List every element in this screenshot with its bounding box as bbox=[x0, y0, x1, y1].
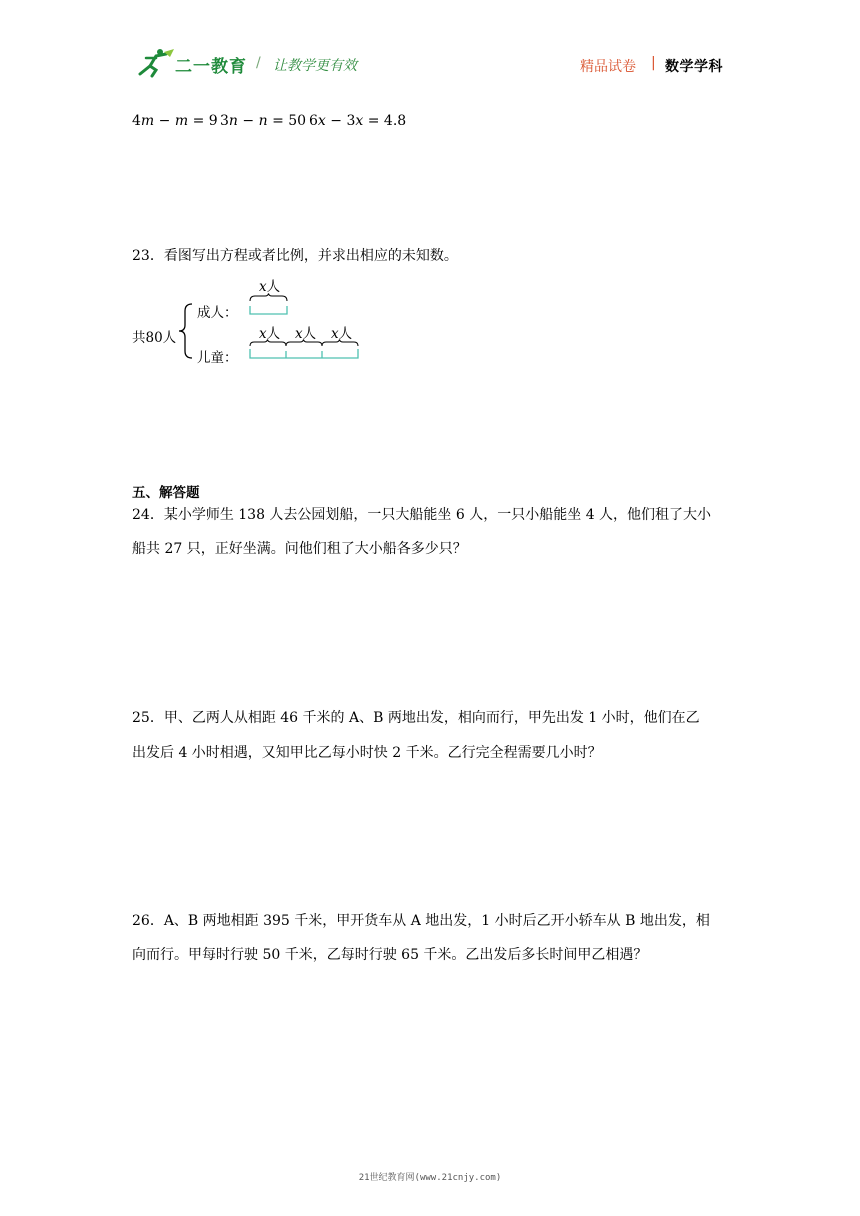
unit-ren: 人 bbox=[266, 279, 281, 295]
section-title: 五、解答题 bbox=[132, 485, 200, 501]
q26-line1: 26．A、B 两地相距 395 千米，甲开货车从 A 地出发，1 小时后乙开小轿车从 B 地出发，相 bbox=[132, 913, 710, 929]
var-x: x bbox=[259, 326, 267, 342]
unit-ren: 人 bbox=[338, 326, 353, 342]
header-right-label: 精品试卷 bbox=[580, 59, 636, 75]
eq3-op: − 3 bbox=[325, 113, 356, 129]
q24-line2: 船共 27 只，正好坐满。问他们租了大小船各多少只？ bbox=[132, 541, 467, 557]
eq1-coef: 4 bbox=[132, 113, 141, 129]
var-x: x bbox=[259, 279, 267, 295]
adult-segment bbox=[249, 293, 289, 323]
var-x: x bbox=[295, 326, 303, 342]
eq1-rhs: = 9 bbox=[188, 113, 218, 129]
logo-text: 二一教育 bbox=[175, 57, 247, 77]
equation-2 bbox=[220, 113, 306, 129]
q23-text: 23．看图写出方程或者比例，并求出相应的未知数。 bbox=[132, 248, 458, 264]
eq2-op: − bbox=[237, 113, 259, 129]
eq2-var2: n bbox=[258, 113, 268, 129]
q24-line1: 24．某小学师生 138 人去公园划船，一只大船能坐 6 人，一只小船能坐 4 人，他们租了大小 bbox=[132, 507, 712, 523]
eq3-var2: x bbox=[355, 113, 364, 129]
equation-3 bbox=[309, 113, 406, 129]
eq1-var2: m bbox=[174, 113, 189, 129]
eq2-coef: 3 bbox=[220, 113, 229, 129]
q26-line2: 向而行。甲每时行驶 50 千米，乙每时行驶 65 千米。乙出发后多长时间甲乙相遇？ bbox=[132, 947, 648, 963]
header-slash: / bbox=[256, 55, 261, 71]
eq2-var: n bbox=[228, 113, 238, 129]
eq2-rhs: = 50 bbox=[267, 113, 307, 129]
child-segment bbox=[249, 339, 363, 363]
equation-1 bbox=[132, 113, 218, 129]
header-divider: | bbox=[651, 55, 656, 71]
header-subject: 数学学科 bbox=[665, 59, 723, 75]
adult-label: 成人： bbox=[197, 305, 238, 321]
eq3-rhs: = 4.8 bbox=[363, 113, 407, 129]
diagram-total-label: 共80人 bbox=[132, 330, 177, 346]
eq3-var: x bbox=[317, 113, 326, 129]
big-brace-icon bbox=[178, 303, 194, 359]
q25-line1: 25．甲、乙两人从相距 46 千米的 A、B 两地出发，相向而行，甲先出发 1 小时，他们在乙 bbox=[132, 710, 700, 726]
var-x: x bbox=[331, 326, 339, 342]
unit-ren: 人 bbox=[302, 326, 317, 342]
adult-x-label bbox=[259, 275, 280, 295]
unit-ren: 人 bbox=[266, 326, 281, 342]
logo-runner-icon bbox=[136, 48, 176, 78]
q25-line2: 出发后 4 小时相遇，又知甲比乙每小时快 2 千米。乙行完全程需要几小时？ bbox=[132, 745, 602, 761]
slogan: 让教学更有效 bbox=[273, 58, 357, 74]
eq1-op: − bbox=[154, 113, 175, 129]
eq1-var: m bbox=[140, 113, 155, 129]
page-footer: 21世纪教育网(www.21cnjy.com) bbox=[358, 1173, 502, 1183]
eq3-coef: 6 bbox=[309, 113, 318, 129]
child-label: 儿童： bbox=[197, 350, 238, 366]
